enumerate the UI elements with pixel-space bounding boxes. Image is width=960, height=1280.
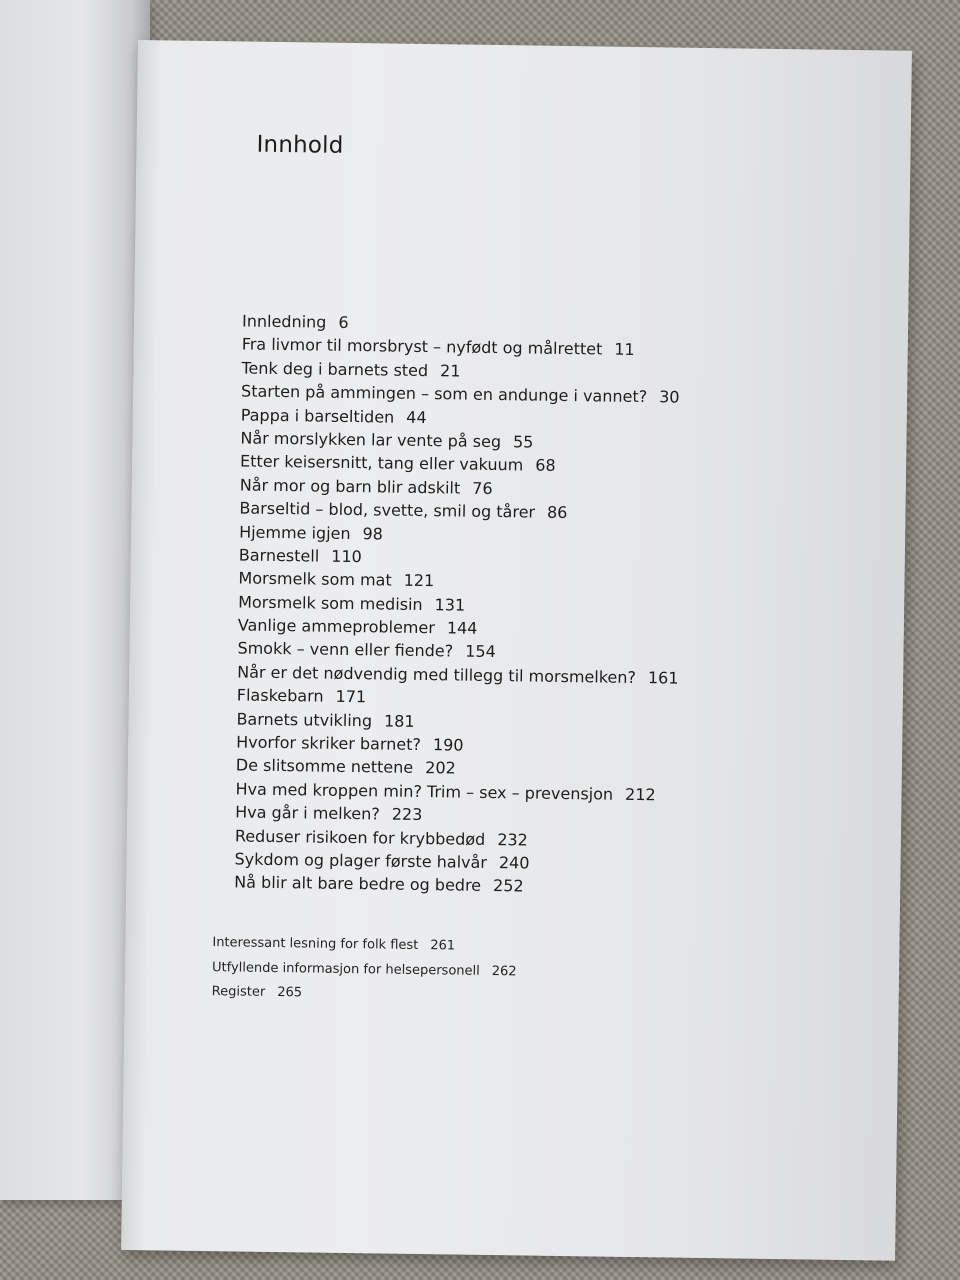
toc-entry-title: Hjemme igjen bbox=[239, 521, 351, 543]
toc-entry-page: 261 bbox=[430, 938, 456, 954]
right-page bbox=[121, 40, 912, 1261]
toc-entry-title: Register bbox=[211, 984, 266, 1000]
toc-entry-title: De slitsomme nettene bbox=[235, 755, 414, 778]
toc-entry-title: Barseltid – blod, svette, smil og tårer bbox=[239, 498, 536, 522]
toc-entry-title: Barnestell bbox=[238, 545, 320, 566]
toc-entry-title: Når morslykken lar vente på seg bbox=[240, 428, 502, 452]
toc-entry-page: 21 bbox=[440, 361, 461, 381]
toc-entry-title: Når mor og barn blir adskilt bbox=[239, 475, 461, 498]
toc-entry-title: Hva går i melken? bbox=[235, 802, 380, 824]
toc-entry-page: 110 bbox=[331, 546, 362, 567]
toc-entry-page: 240 bbox=[498, 853, 530, 873]
toc-entry-title: Interessant lesning for folk flest bbox=[212, 935, 419, 954]
toc-entry-page: 171 bbox=[335, 687, 367, 707]
toc-entry-title: Morsmelk som mat bbox=[238, 568, 392, 590]
toc-entry bbox=[234, 871, 676, 901]
toc-entry-page: 30 bbox=[659, 387, 680, 407]
toc-entry-title: Når er det nødvendig med tillegg til morsmelken? bbox=[237, 662, 637, 687]
toc-entry-title: Nå blir alt bare bedre og bedre bbox=[234, 872, 482, 896]
toc-entry-title: Utfyllende informasjon for helsepersonell bbox=[211, 959, 480, 979]
toc-entry-page: 121 bbox=[403, 571, 435, 591]
toc-entry-page: 232 bbox=[497, 829, 528, 850]
toc-appendix-list bbox=[212, 931, 518, 1009]
toc-entry-page: 44 bbox=[406, 407, 427, 427]
toc-entry-page: 68 bbox=[535, 455, 556, 476]
toc-entry-page: 181 bbox=[383, 711, 415, 731]
toc-entry-title: Hva med kroppen min? Trim – sex – prevensjon bbox=[235, 779, 614, 804]
toc-appendix-entry bbox=[212, 931, 517, 960]
toc-entry-page: 252 bbox=[492, 876, 524, 896]
toc-entry-page: 6 bbox=[338, 312, 349, 332]
toc-entry-title: Vanlige ammeproblemer bbox=[237, 615, 436, 638]
toc-entry-title: Flaskebarn bbox=[236, 685, 324, 706]
toc-entry-title: Morsmelk som medisin bbox=[238, 592, 423, 614]
toc-entry-title: Reduser risikoen for krybbedød bbox=[234, 826, 486, 849]
toc-entry-page: 55 bbox=[512, 432, 534, 452]
toc-entry-page: 212 bbox=[624, 784, 656, 805]
toc-entry-page: 161 bbox=[647, 668, 679, 688]
toc-entry-page: 98 bbox=[362, 523, 384, 543]
toc-entry-title: Barnets utvikling bbox=[236, 709, 373, 730]
toc-entry-page: 154 bbox=[465, 642, 496, 662]
toc-entry-page: 265 bbox=[277, 985, 303, 1001]
toc-entry-page: 76 bbox=[472, 478, 493, 498]
toc-entry-title: Smokk – venn eller fiende? bbox=[237, 638, 454, 661]
toc-entry-page: 86 bbox=[546, 502, 568, 523]
toc-entry-title: Fra livmor til morsbryst – nyfødt og målrettet bbox=[241, 334, 603, 359]
toc-entry-page: 262 bbox=[491, 963, 517, 979]
toc-appendix-entry bbox=[212, 980, 517, 1009]
toc-entry-page: 131 bbox=[434, 594, 466, 615]
toc-chapter-list bbox=[234, 309, 683, 900]
toc-entry-page: 144 bbox=[446, 618, 478, 638]
toc-entry-page: 11 bbox=[614, 340, 635, 360]
toc-entry-page: 223 bbox=[391, 804, 423, 825]
toc-entry-title: Hvorfor skriker barnet? bbox=[236, 732, 422, 755]
toc-entry-title: Tenk deg i barnets sted bbox=[241, 358, 429, 380]
toc-entry-title: Pappa i barseltiden bbox=[240, 405, 395, 427]
toc-entry-title: Etter keisersnitt, tang eller vakuum bbox=[239, 451, 524, 475]
toc-entry-page: 190 bbox=[432, 735, 464, 755]
page-title: Innhold bbox=[256, 131, 344, 159]
toc-entry-title: Sykdom og plager første halvår bbox=[234, 849, 488, 872]
toc-entry-page: 202 bbox=[425, 758, 456, 778]
toc-entry-title: Starten på ammingen – som en andunge i vannet? bbox=[240, 381, 648, 407]
toc-entry-title: Innledning bbox=[241, 311, 327, 332]
